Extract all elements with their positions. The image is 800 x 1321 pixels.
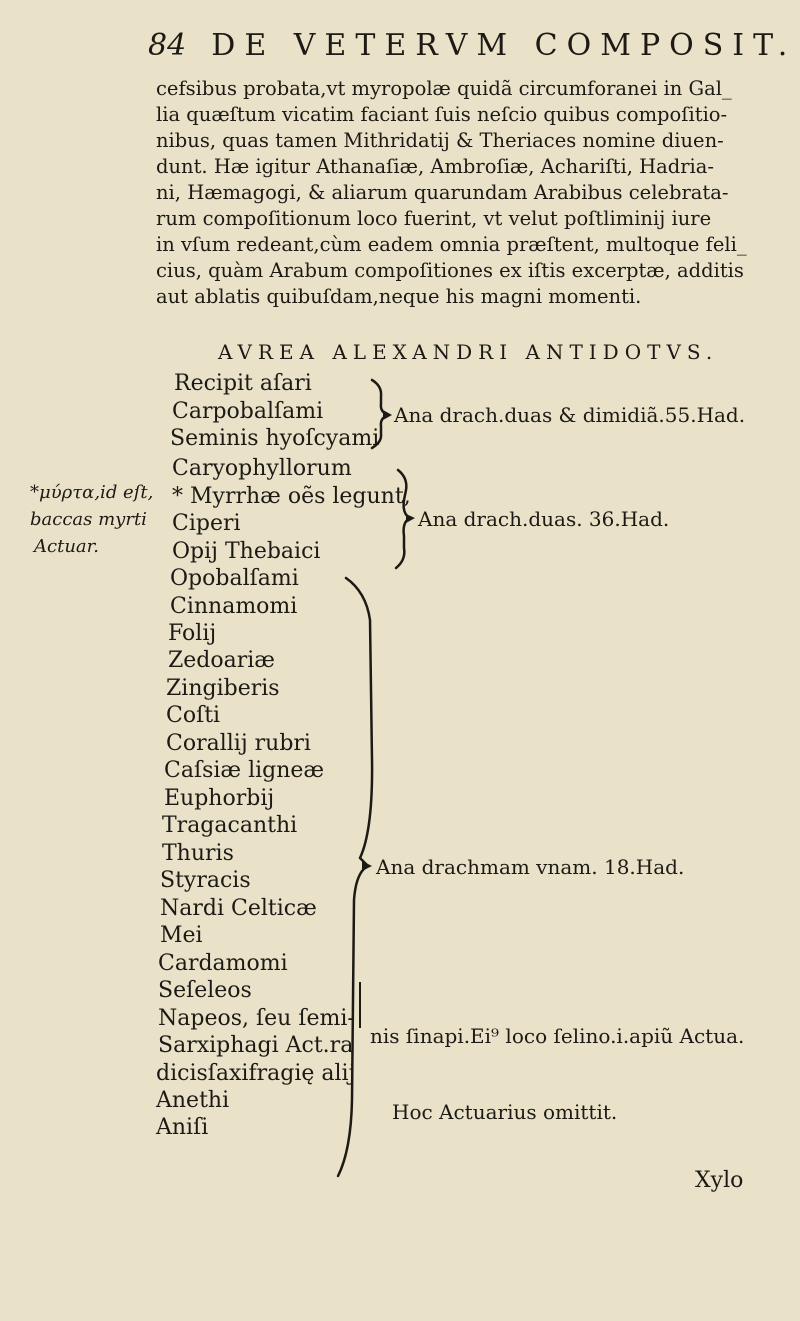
ingredient: Zingiberis xyxy=(166,676,280,701)
ingredient: Folij xyxy=(168,621,217,646)
brace-point-2 xyxy=(406,514,415,523)
ingredient: Seminis hyoſcyami xyxy=(170,426,380,451)
ingredient: Opobalſami xyxy=(170,566,299,591)
ingredient: Cardamomi xyxy=(158,951,288,976)
margin-note-line: *μύρτα,id eſt, xyxy=(30,482,154,503)
ingredient: Recipit aſari xyxy=(174,371,312,396)
dose-group3: Ana drachmam vnam. 18.Had. xyxy=(376,855,685,879)
body-line: dunt. Hæ igitur Athanaſiæ, Ambroſiæ, Achariſti, Hadria- xyxy=(156,155,714,178)
body-line: cius, quàm Arabum compoſitiones ex iſtis excerptæ, additis xyxy=(156,259,744,282)
ingredient: Opij Thebaici xyxy=(172,539,321,564)
brace-group3 xyxy=(338,578,372,1176)
ingredient: dicisſaxifragię alij xyxy=(156,1061,356,1086)
ingredient: Nardi Celticæ xyxy=(160,896,317,921)
running-title: DE VETERVM COMPOSIT. xyxy=(211,28,797,63)
brace-point-3 xyxy=(362,861,372,871)
side-note-omittit: Hoc Actuarius omittit. xyxy=(392,1100,618,1124)
ingredient: Seſeleos xyxy=(158,978,252,1003)
margin-note-line: baccas myrti xyxy=(30,509,147,530)
brace-point-1 xyxy=(383,410,392,420)
body-line: in vſum redeant,cùm eadem omnia præſtent, multoque feli_ xyxy=(156,233,747,256)
ingredient: Caryophyllorum xyxy=(172,456,352,481)
ingredient: Tragacanthi xyxy=(162,813,298,838)
body-line: rum compoſitionum loco fuerint, vt velut poſtliminij iure xyxy=(156,207,712,230)
ingredient: Zedoariæ xyxy=(168,648,275,673)
ingredient: Thuris xyxy=(162,841,234,866)
ingredient: Corallij rubri xyxy=(166,731,311,756)
ingredient: Coſti xyxy=(166,703,221,728)
body-line: lia quæſtum vicatim faciant ſuis neſcio quibus compoſitio- xyxy=(156,103,728,126)
ingredient: Napeos, ſeu ſemi- xyxy=(158,1006,355,1031)
catchword: Xylo xyxy=(695,1168,744,1193)
ingredient: Caſsiæ ligneæ xyxy=(164,758,325,783)
ingredient: Carpobalſami xyxy=(172,399,324,424)
body-line: aut ablatis quibuſdam,neque his magni momenti. xyxy=(156,285,642,308)
ingredient: Cinnamomi xyxy=(170,594,298,619)
dose-group1: Ana drach.duas & dimidiã.55.Had. xyxy=(394,403,746,427)
ingredient: Anethi xyxy=(156,1088,230,1113)
ingredient: * Myrrhæ oẽs legunt, xyxy=(172,484,411,509)
ingredient: Mei xyxy=(160,923,203,948)
section-title: AVREA ALEXANDRI ANTIDOTVS. xyxy=(218,340,719,364)
margin-note-line: Actuar. xyxy=(34,536,99,557)
ingredient: Euphorbij xyxy=(164,786,275,811)
dose-group2: Ana drach.duas. 36.Had. xyxy=(418,507,670,531)
body-line: ni, Hæmagogi, & aliarum quarundam Arabibus celebrata- xyxy=(156,181,729,204)
folio-number: 84 xyxy=(148,28,187,63)
body-line: nibus, quas tamen Mithridatij & Theriaces nomine diuen- xyxy=(156,129,724,152)
body-line: cefsibus probata,vt myropolæ quidã circumforanei in Gal_ xyxy=(156,77,732,100)
ingredient: Styracis xyxy=(160,868,251,893)
ingredient: Sarxiphagi Act.ra xyxy=(158,1033,354,1058)
side-note-napeos: nis ſinapi.Ei⁹ loco ſelino.i.apiũ Actua. xyxy=(370,1024,745,1048)
ingredient: Ciperi xyxy=(172,511,241,536)
ingredient: Aniſi xyxy=(156,1115,209,1140)
